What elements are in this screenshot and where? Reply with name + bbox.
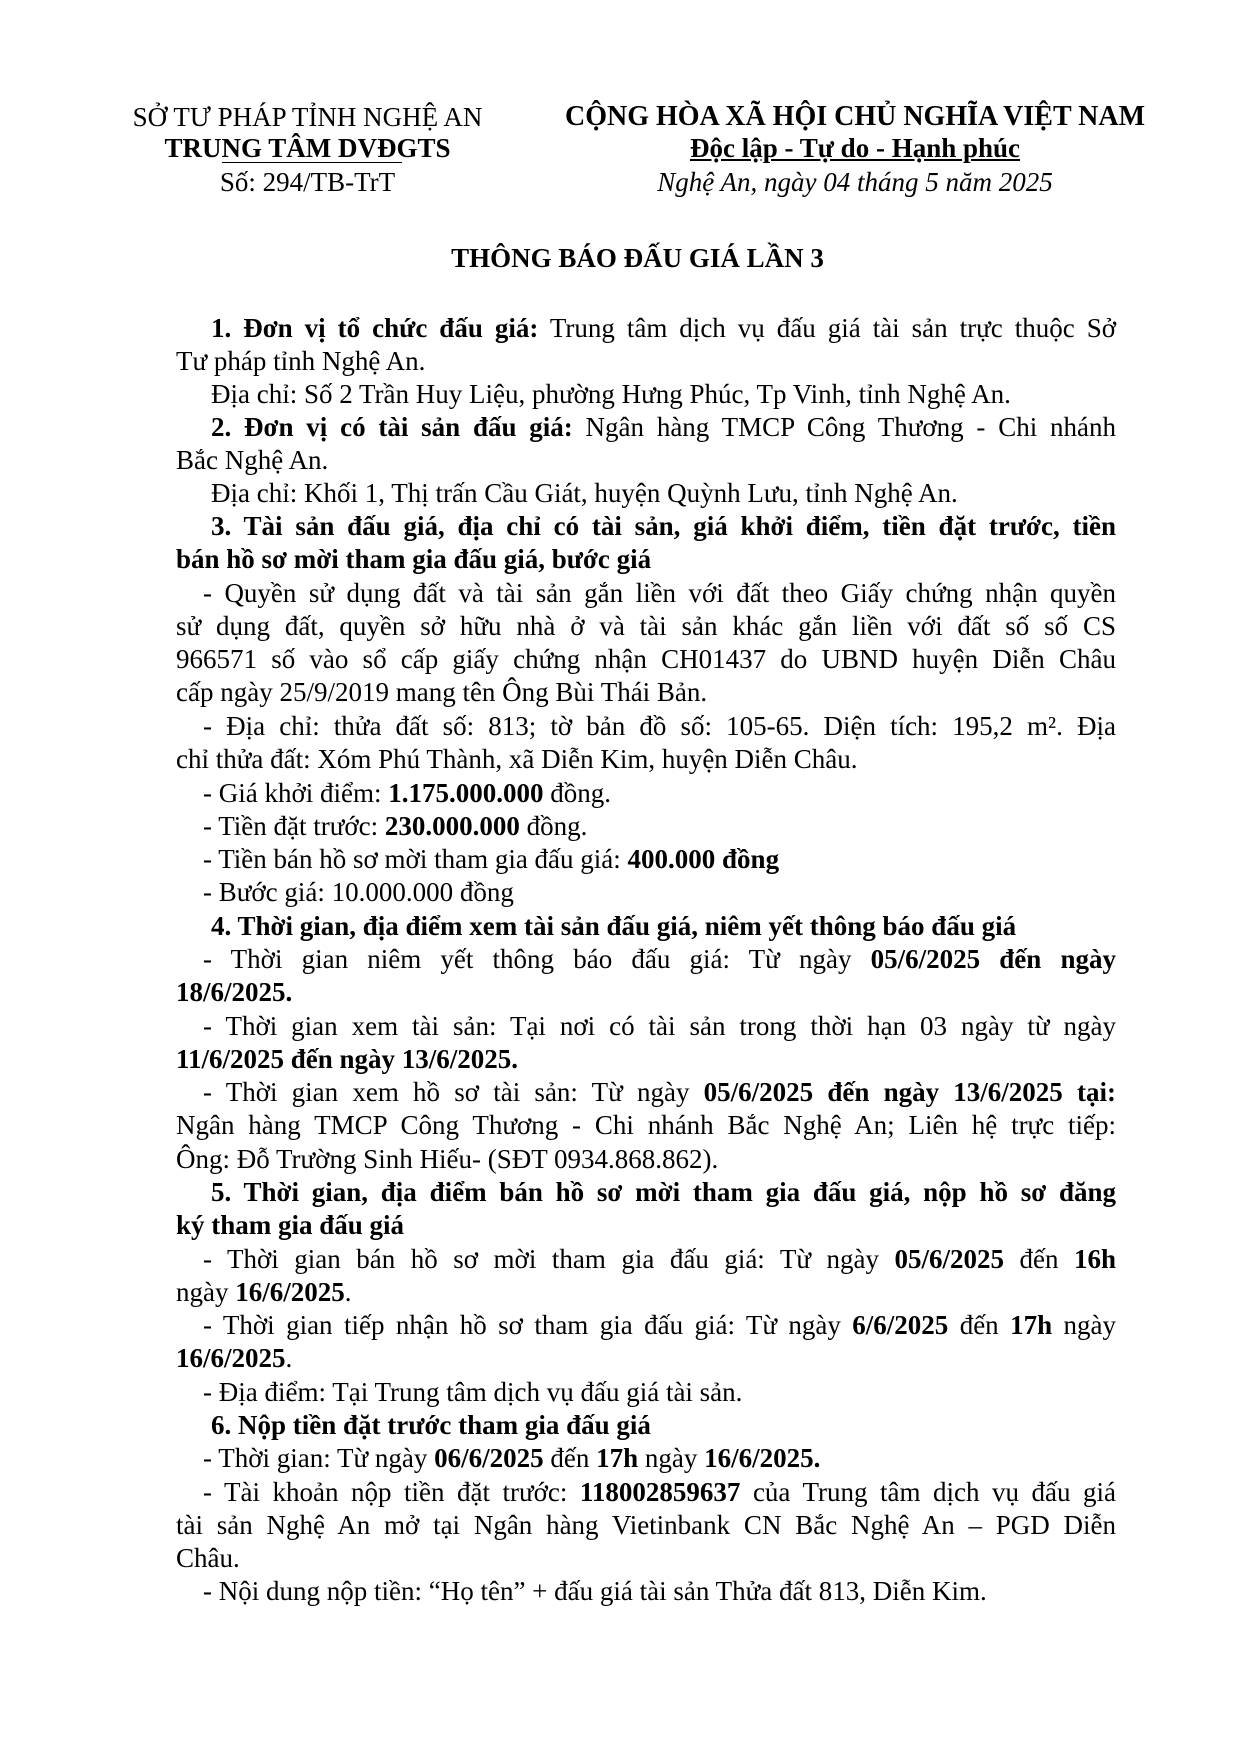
- sell-label: - Thời gian bán hồ sơ mời tham gia đấu giá: Từ ngày: [203, 1244, 895, 1274]
- s4-heading: 4. Thời gian, địa điểm xem tài sản đấu giá, niêm yết thông báo đấu giá: [211, 911, 1017, 941]
- recv-period: .: [285, 1343, 293, 1373]
- s6-account-line2: tài sản Nghệ An mở tại Ngân hàng Vietinbank CN Bắc Nghệ An – PGD Diễn: [176, 1510, 1116, 1540]
- sell-day-word: ngày: [176, 1277, 236, 1307]
- time-label: - Thời gian: Từ ngày: [203, 1443, 435, 1473]
- s2-address: Địa chỉ: Khối 1, Thị trấn Cầu Giát, huyện Quỳnh Lưu, tỉnh Nghệ An.: [211, 478, 958, 508]
- s3-bid-step: - Bước giá: 10.000.000 đồng: [203, 877, 514, 907]
- s1-label: 1. Đơn vị tổ chức đấu giá:: [211, 313, 539, 343]
- s4-view-line2: 11/6/2025 đến ngày 13/6/2025.: [176, 1044, 519, 1074]
- document-date: Nghệ An, ngày 04 tháng 5 năm 2025: [657, 167, 1053, 197]
- recv-day-word: ngày: [1052, 1310, 1117, 1340]
- posting-dates: 05/6/2025 đến ngày: [870, 944, 1116, 974]
- s3-heading-2: bán hồ sơ mời tham gia đấu giá, bước giá: [176, 544, 652, 574]
- s3-address-1: - Địa chỉ: thửa đất số: 813; tờ bản đồ số: 105-65. Diện tích: 195,2 m². Địa: [203, 711, 1116, 741]
- s4-docs-line1: [203, 1076, 1116, 1109]
- s3-heading-1: 3. Tài sản đấu giá, địa chỉ có tài sản, giá khởi điểm, tiền đặt trước, tiền: [211, 511, 1116, 541]
- s2-line1: [211, 411, 1116, 444]
- start-price-unit: đồng.: [543, 778, 611, 808]
- s5-sell-line2: [176, 1276, 352, 1309]
- s5-recv-line2: [176, 1342, 292, 1375]
- s4-posting-line2: 18/6/2025.: [176, 977, 293, 1007]
- account-owner: của Trung tâm dịch vụ đấu giá: [740, 1477, 1116, 1507]
- s3-p1-line2: sử dụng đất, quyền sở hữu nhà ở và tài sản khác gắn liền với đất số số CS: [176, 611, 1116, 641]
- motto-text: Độc lập - Tự do - Hạnh phúc: [689, 133, 1021, 163]
- header-left-underline: [222, 162, 402, 163]
- sell-hour: 16h: [1073, 1244, 1116, 1274]
- s3-start-price: [203, 777, 611, 810]
- sell-to-date: 16/6/2025: [235, 1277, 345, 1307]
- s4-posting-line1: [203, 943, 1116, 976]
- national-title: CỘNG HÒA XÃ HỘI CHỦ NGHĨA VIỆT NAM: [564, 101, 1146, 132]
- time-to-date: 16/6/2025.: [704, 1443, 821, 1473]
- recv-from: 6/6/2025: [852, 1310, 949, 1340]
- time-hour: 17h: [596, 1443, 639, 1473]
- time-day-word: ngày: [638, 1443, 705, 1473]
- start-price-label: - Giá khởi điểm:: [203, 778, 389, 808]
- s6-payment-content: - Nội dung nộp tiền: “Họ tên” + đấu giá tài sản Thửa đất 813, Diễn Kim.: [203, 1576, 987, 1606]
- sell-from: 05/6/2025: [894, 1244, 1004, 1274]
- docs-label: - Thời gian xem hồ sơ tài sản: Từ ngày: [203, 1077, 704, 1107]
- national-motto: [535, 133, 1175, 163]
- s2-label: 2. Đơn vị có tài sản đấu giá:: [211, 412, 573, 442]
- s6-account-line3: Châu.: [176, 1543, 240, 1573]
- issuing-center: TRUNG TÂM DVĐGTS: [164, 133, 451, 163]
- s4-docs-line2: Ngân hàng TMCP Công Thương - Chi nhánh Bắc Nghệ An; Liên hệ trực tiếp:: [176, 1110, 1116, 1140]
- s3-doc-fee: [203, 843, 779, 876]
- s5-recv-line1: [203, 1309, 1116, 1342]
- s1-text: Trung tâm dịch vụ đấu giá tài sản trực thuộc Sở: [538, 313, 1117, 343]
- account-label: - Tài khoản nộp tiền đặt trước:: [203, 1477, 580, 1507]
- s1-line2: Tư pháp tỉnh Nghệ An.: [176, 346, 426, 376]
- docs-dates: 05/6/2025 đến ngày 13/6/2025 tại:: [703, 1077, 1116, 1107]
- doc-fee-value: 400.000 đồng: [627, 844, 780, 874]
- s4-docs-line3: Ông: Đỗ Trường Sinh Hiếu- (SĐT 0934.868.862).: [176, 1144, 719, 1174]
- s6-heading: 6. Nộp tiền đặt trước tham gia đấu giá: [211, 1410, 651, 1440]
- s3-address-2: chỉ thửa đất: Xóm Phú Thành, xã Diễn Kim, huyện Diễn Châu.: [176, 744, 858, 774]
- sell-period: .: [344, 1277, 352, 1307]
- s1-line1: [211, 312, 1116, 345]
- account-number: 118002859637: [579, 1477, 741, 1507]
- time-from: 06/6/2025: [434, 1443, 544, 1473]
- start-price-value: 1.175.000.000: [388, 778, 544, 808]
- posting-label: - Thời gian niêm yết thông báo đấu giá: Từ ngày: [203, 944, 871, 974]
- recv-to-date: 16/6/2025: [176, 1343, 286, 1373]
- document-number: Số: 294/TB-TrT: [219, 167, 396, 197]
- s5-place: - Địa điểm: Tại Trung tâm dịch vụ đấu giá tài sản.: [203, 1377, 743, 1407]
- issuing-department: SỞ TƯ PHÁP TỈNH NGHỆ AN: [132, 102, 483, 132]
- recv-hour: 17h: [1010, 1310, 1053, 1340]
- s4-view-line1: - Thời gian xem tài sản: Tại nơi có tài sản trong thời hạn 03 ngày từ ngày: [203, 1011, 1116, 1041]
- time-to-word: đến: [543, 1443, 597, 1473]
- s3-p1-line4: cấp ngày 25/9/2019 mang tên Ông Bùi Thái Bản.: [176, 677, 708, 707]
- s6-account-line1: [203, 1476, 1116, 1509]
- s1-address: Địa chỉ: Số 2 Trần Huy Liệu, phường Hưng Phúc, Tp Vinh, tỉnh Nghệ An.: [211, 379, 1011, 409]
- doc-fee-label: - Tiền bán hồ sơ mời tham gia đấu giá:: [203, 844, 628, 874]
- s6-time: [203, 1442, 820, 1475]
- recv-label: - Thời gian tiếp nhận hồ sơ tham gia đấu giá: Từ ngày: [203, 1310, 853, 1340]
- s2-line2: Bắc Nghệ An.: [176, 445, 329, 475]
- recv-to-word: đến: [948, 1310, 1011, 1340]
- s3-p1-line1: - Quyền sử dụng đất và tài sản gắn liền với đất theo Giấy chứng nhận quyền: [203, 578, 1116, 608]
- s5-sell-line1: [203, 1243, 1116, 1276]
- page-title: THÔNG BÁO ĐẤU GIÁ LẦN 3: [451, 243, 824, 273]
- deposit-label: - Tiền đặt trước:: [203, 811, 385, 841]
- s5-heading-2: ký tham gia đấu giá: [176, 1210, 405, 1240]
- s3-deposit: [203, 810, 587, 843]
- s5-heading-1: 5. Thời gian, địa điểm bán hồ sơ mời tham gia đấu giá, nộp hồ sơ đăng: [211, 1177, 1116, 1207]
- deposit-value: 230.000.000: [384, 811, 520, 841]
- sell-to-word: đến: [1003, 1244, 1074, 1274]
- deposit-unit: đồng.: [519, 811, 588, 841]
- s2-text: Ngân hàng TMCP Công Thương - Chi nhánh: [572, 412, 1116, 442]
- s3-p1-line3: 966571 số vào sổ cấp giấy chứng nhận CH01437 do UBND huyện Diễn Châu: [176, 644, 1116, 674]
